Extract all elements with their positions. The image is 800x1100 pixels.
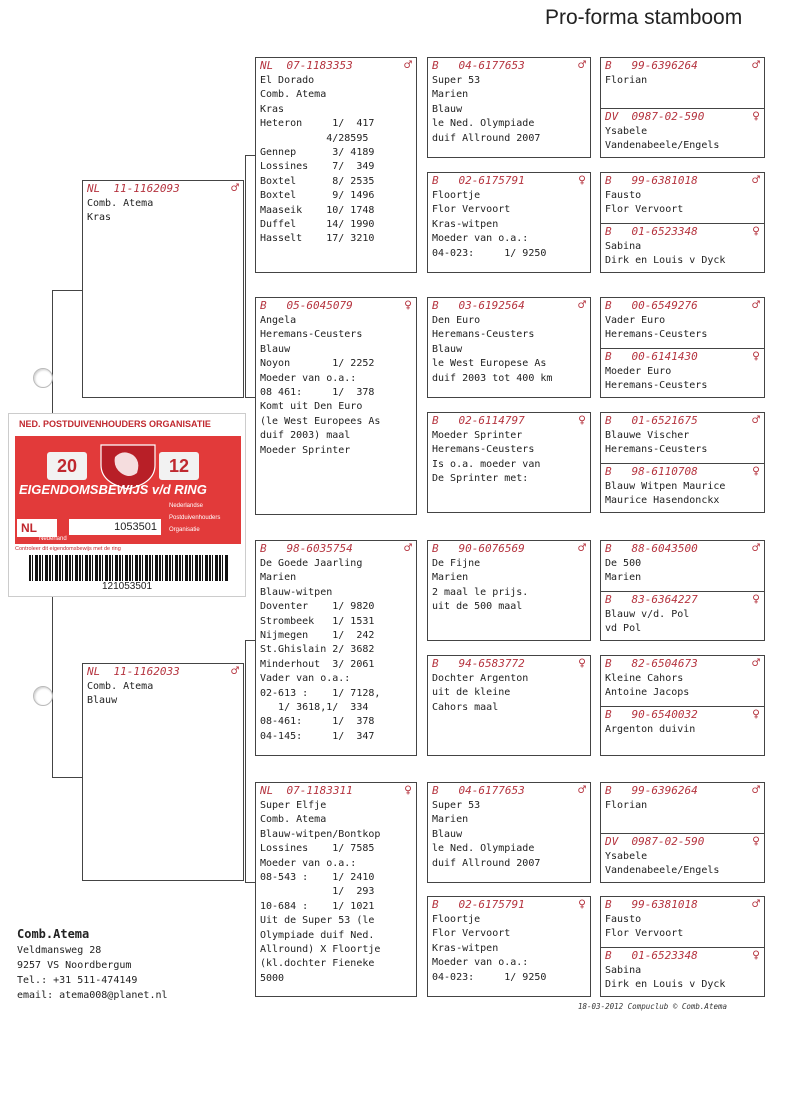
ancestor-pair-box (600, 896, 765, 997)
bird-info-line: Argenton duivin (605, 724, 696, 735)
bird-info-line: Uit de Super 53 (le (260, 915, 375, 927)
sex-icon: ♂ (752, 58, 760, 73)
bird-info-line: Blauw-witpen/Bontkop (260, 828, 381, 840)
bird-info-line: St.Ghislain 2/ 3682 (260, 644, 375, 656)
bird-info-line: Marien (432, 89, 469, 101)
bird-header (601, 224, 764, 240)
bird-header (601, 298, 764, 314)
ring-id: B 83-6364227 (605, 593, 698, 606)
bird-header (601, 58, 764, 74)
bird-info-line: duif 2003 tot 400 km (432, 372, 553, 384)
bird-info-line: Doventer 1/ 9820 (260, 601, 375, 613)
ancestor-dam (601, 348, 764, 394)
bird-header (601, 541, 764, 557)
ring-card-year-left: 20 (47, 452, 87, 480)
bird-info-line: Ysabele (605, 851, 648, 862)
bird-info-line: Lossines 1/ 7585 (260, 843, 375, 855)
ring-id: DV 0987-02-590 (605, 110, 705, 123)
bird-info-line: 2 maal le prijs. (432, 586, 529, 598)
ring-id: B 03-6192564 (432, 299, 525, 312)
bird-info-line: Minderhout 3/ 2061 (260, 658, 375, 670)
great-grandparent-box (427, 782, 591, 883)
ring-id: B 88-6043500 (605, 542, 698, 555)
sex-icon: ♂ (578, 298, 586, 313)
bird-info-line: Moeder van o.a.: (260, 372, 357, 384)
great-grandparent-box (427, 540, 591, 641)
ring-id: B 82-6504673 (605, 657, 698, 670)
bird-info-line: Blauw v/d. Pol (605, 609, 690, 620)
bird-info-line: Heremans-Ceusters (605, 444, 708, 456)
bird-info-line: 1/ 3618,1/ 334 (260, 702, 369, 714)
punch-hole (33, 368, 53, 388)
ring-id: B 02-6175791 (432, 898, 525, 911)
ancestor-sire (601, 173, 764, 223)
bird-info-line: Comb. Atema (87, 681, 154, 692)
ring-id: B 99-6381018 (605, 898, 698, 911)
bird-info-line: 04-023: 1/ 9250 (432, 971, 547, 983)
telephone: Tel.: +31 511-474149 (17, 975, 138, 986)
bird-header (428, 173, 590, 189)
ring-id: B 99-6396264 (605, 59, 698, 72)
bird-info-line: Marien (432, 814, 469, 826)
sex-icon: ♂ (752, 173, 760, 188)
ring-id: B 90-6540032 (605, 708, 698, 721)
ancestor-dam (601, 833, 764, 879)
bird-info-line: Moeder van o.a.: (260, 857, 357, 869)
bird-info-line: Heremans-Ceusters (605, 329, 708, 341)
bird-header (601, 173, 764, 189)
ring-id: B 94-6583772 (432, 657, 525, 670)
bird-info-line: Floortje (432, 190, 481, 201)
bird-info-line: Super 53 (432, 75, 481, 86)
bird-header (601, 948, 764, 964)
bird-info-line: Sabina (605, 241, 642, 252)
bird-info-line: le West Europese As (432, 358, 547, 370)
ring-id: B 00-6549276 (605, 299, 698, 312)
bird-info-line: Heremans-Ceusters (605, 380, 708, 392)
bird-header (601, 783, 764, 799)
bird-info-line: Moeder van o.a.: (432, 233, 529, 245)
bird-info-line: Super 53 (432, 800, 481, 811)
bird-info-line: Maaseik 10/ 1748 (260, 204, 375, 216)
bird-info-line: Allround) X Floortje (260, 944, 381, 956)
ring-card-number: 1053501 (69, 519, 161, 535)
ancestor-sire (601, 783, 764, 833)
bird-header (601, 707, 764, 723)
ancestor-pair-box (600, 172, 765, 273)
barcode (29, 555, 229, 581)
ring-ownership-card (8, 413, 246, 597)
bird-info-line: Gennep 3/ 4189 (260, 147, 375, 159)
bird-header (428, 656, 590, 672)
bird-header (601, 897, 764, 913)
bird-header (256, 541, 416, 557)
bird-header (428, 298, 590, 314)
ring-id: B 99-6396264 (605, 784, 698, 797)
bird-info-line: 10-684 : 1/ 1021 (260, 900, 375, 912)
sex-icon: ♂ (404, 541, 412, 556)
bird-header (601, 592, 764, 608)
bird-info-line: vd Pol (605, 623, 642, 635)
bird-info-line: Comb. Atema (260, 814, 327, 826)
bird-info-line: Moeder Euro (605, 366, 672, 377)
great-grandparent-box (427, 297, 591, 398)
bird-info-line: 02-613 : 1/ 7128, (260, 687, 381, 699)
sex-icon: ♀ (752, 349, 760, 364)
bird-info-line: Moeder Sprinter (260, 444, 351, 456)
bird-header (428, 413, 590, 429)
ring-id: B 99-6381018 (605, 174, 698, 187)
great-grandparent-box (427, 655, 591, 756)
bird-info-line: Comb. Atema (260, 89, 327, 101)
ring-id: B 01-6521675 (605, 414, 698, 427)
sex-icon: ♂ (578, 58, 586, 73)
ancestor-sire (601, 541, 764, 591)
bird-info-line: Florian (605, 75, 648, 86)
bird-info-line: 4/28595 (260, 132, 369, 144)
bird-info-line: le Ned. Olympiade (432, 118, 535, 130)
bird-info-line: Blauw (432, 828, 463, 840)
page-title: Pro-forma stamboom (545, 6, 743, 29)
bird-info-line: duif Allround 2007 (432, 132, 541, 144)
bird-info-line: Fausto (605, 190, 642, 201)
bird-header (601, 464, 764, 480)
bird-info-line: Boxtel 9/ 1496 (260, 190, 375, 202)
sex-icon: ♀ (752, 224, 760, 239)
bird-info-line: Moeder Sprinter (432, 430, 523, 441)
bird-info-line: Is o.a. moeder van (432, 458, 541, 470)
bird-info-line: Marien (260, 572, 297, 584)
bird-info-line: Sabina (605, 965, 642, 976)
bird-info-line: Maurice Hasendonckx (605, 495, 720, 507)
bird-info-line: 1/ 293 (260, 886, 375, 898)
ancestor-pair-box (600, 655, 765, 756)
bird-info-line: Blauwe Vischer (605, 430, 690, 441)
ring-id: B 04-6177653 (432, 784, 525, 797)
ancestor-dam (601, 706, 764, 737)
bird-info-line: Marien (605, 572, 642, 584)
sex-icon: ♀ (752, 109, 760, 124)
bird-info-line: Vandenabeele/Engels (605, 140, 720, 152)
ancestor-sire (601, 897, 764, 947)
bird-info-line: Kleine Cahors (605, 673, 684, 684)
bird-info-line: Blauw (260, 343, 291, 355)
bird-info-line: De Goede Jaarling (260, 558, 363, 569)
bird-info-line: 04-023: 1/ 9250 (432, 247, 547, 259)
great-grandparent-box (427, 412, 591, 513)
ancestor-sire (601, 58, 764, 108)
bird-info-line: Cahors maal (432, 701, 499, 713)
bird-info-line: Floortje (432, 914, 481, 925)
ring-id: B 04-6177653 (432, 59, 525, 72)
bird-info-line: Blauw Witpen Maurice (605, 481, 726, 492)
ring-card-org: NED. POSTDUIVENHOUDERS ORGANISATIE (9, 414, 245, 431)
bird-header (601, 834, 764, 850)
sex-icon: ♀ (752, 592, 760, 607)
ancestor-dam (601, 591, 764, 637)
bird-info-line: Flor Vervoort (605, 928, 684, 940)
ring-card-npo: Nederlandse Postduivenhouders Organisatie (169, 503, 221, 533)
bird-info-line: Kras (87, 212, 112, 224)
bird-info-line: le Ned. Olympiade (432, 843, 535, 855)
bird-info-line: Heremans-Ceusters (260, 329, 363, 341)
ancestor-dam (601, 947, 764, 993)
bird-info-line: Heremans-Ceusters (432, 329, 535, 341)
bird-header (601, 413, 764, 429)
sex-icon: ♀ (578, 173, 586, 188)
bird-info-line: Flor Vervoort (432, 204, 511, 216)
ancestor-pair-box (600, 297, 765, 398)
grandparent-box (255, 57, 417, 273)
ancestor-pair-box (600, 782, 765, 883)
bird-info-line: Fausto (605, 914, 642, 925)
ring-id: B 98-6035754 (260, 542, 353, 555)
bird-info-line: Moeder van o.a.: (432, 957, 529, 969)
sex-icon: ♂ (231, 181, 239, 196)
bird-info-line: Duffel 14/ 1990 (260, 219, 375, 231)
bird-info-line: Comb. Atema (87, 198, 154, 209)
bird-info-line: Kras-witpen (432, 218, 499, 230)
ancestor-sire (601, 413, 764, 463)
bird-info-line: Florian (605, 800, 648, 811)
parent-box (82, 180, 244, 398)
sex-icon: ♀ (578, 413, 586, 428)
bird-info-line: duif Allround 2007 (432, 857, 541, 869)
ring-id: B 00-6141430 (605, 350, 698, 363)
ancestor-pair-box (600, 57, 765, 158)
company-name: Comb.Atema (17, 927, 90, 941)
sex-icon: ♀ (752, 948, 760, 963)
bird-info-line: 08 461: 1/ 378 (260, 387, 375, 399)
breeder-contact (17, 925, 168, 1003)
bird-info-line: De Fijne (432, 558, 481, 569)
bird-info-line: Heteron 1/ 417 (260, 118, 375, 130)
bird-info-line: Strombeek 1/ 1531 (260, 615, 375, 627)
sex-icon: ♂ (578, 783, 586, 798)
bird-info-line: El Dorado (260, 75, 315, 86)
bird-info-line: Blauw (87, 695, 118, 707)
bird-header (256, 58, 416, 74)
bird-info-line: Komt uit Den Euro (260, 401, 363, 413)
bird-info-line: Blauw (432, 103, 463, 115)
sex-icon: ♂ (752, 897, 760, 912)
email: email: atema008@planet.nl (17, 990, 168, 1001)
ring-id: B 01-6523348 (605, 225, 698, 238)
sex-icon: ♂ (752, 413, 760, 428)
ancestor-dam (601, 223, 764, 269)
print-stamp: 18-03-2012 Compuclub © Comb.Atema (578, 1002, 728, 1011)
bird-info-line: uit de kleine (432, 687, 511, 699)
bird-info-line: Flor Vervoort (432, 928, 511, 940)
bird-info-line: 08-543 : 1/ 2410 (260, 872, 375, 884)
bird-header (601, 349, 764, 365)
bird-info-line: (kl.dochter Fieneke (260, 958, 375, 970)
bird-info-line: Den Euro (432, 315, 481, 326)
bird-info-line: De 500 (605, 558, 642, 569)
bird-info-line: Dirk en Louis v Dyck (605, 979, 726, 991)
ring-id: B 02-6175791 (432, 174, 525, 187)
sex-icon: ♂ (752, 656, 760, 671)
bird-header (601, 656, 764, 672)
great-grandparent-box (427, 172, 591, 273)
grandparent-box (255, 782, 417, 997)
ring-id: B 90-6076569 (432, 542, 525, 555)
bird-header (256, 783, 416, 799)
ring-id: B 98-6110708 (605, 465, 698, 478)
sex-icon: ♀ (752, 464, 760, 479)
bird-info-line: Vader Euro (605, 315, 666, 326)
bird-info-line: duif 2003) maal (260, 430, 351, 442)
ancestor-sire (601, 656, 764, 706)
bird-info-line: Boxtel 8/ 2535 (260, 175, 375, 187)
bird-info-line: Marien (432, 572, 469, 584)
bird-info-line: 08-461: 1/ 378 (260, 716, 375, 728)
bird-info-line: Vandenabeele/Engels (605, 865, 720, 877)
bird-info-line: Hasselt 17/ 3210 (260, 233, 375, 245)
bird-header (83, 664, 243, 680)
sex-icon: ♂ (404, 58, 412, 73)
sex-icon: ♀ (404, 783, 412, 798)
ancestor-dam (601, 108, 764, 154)
bird-info-line: Dochter Argenton (432, 673, 529, 684)
ancestor-dam (601, 463, 764, 509)
ancestor-pair-box (600, 412, 765, 513)
ring-id: NL 11-1162093 (87, 182, 180, 195)
bird-info-line: Ysabele (605, 126, 648, 137)
bird-header (256, 298, 416, 314)
ancestor-sire (601, 298, 764, 348)
bird-info-line: Nijmegen 1/ 242 (260, 630, 375, 642)
ancestor-pair-box (600, 540, 765, 641)
sex-icon: ♀ (752, 834, 760, 849)
sex-icon: ♀ (404, 298, 412, 313)
parent-box (82, 663, 244, 881)
bird-info-line: 04-145: 1/ 347 (260, 730, 375, 742)
sex-icon: ♂ (578, 541, 586, 556)
bird-info-line: 5000 (260, 972, 285, 984)
sex-icon: ♂ (752, 298, 760, 313)
ring-id: NL 11-1162033 (87, 665, 180, 678)
bird-header (428, 897, 590, 913)
grandparent-box (255, 297, 417, 515)
ring-id: B 01-6523348 (605, 949, 698, 962)
ring-id: NL 07-1183353 (260, 59, 353, 72)
bird-info-line: Kras-witpen (432, 942, 499, 954)
address: Veldmansweg 28 (17, 945, 102, 956)
bird-header (428, 783, 590, 799)
bird-info-line: uit de 500 maal (432, 601, 523, 613)
bird-info-line: Super Elfje (260, 800, 327, 811)
great-grandparent-box (427, 896, 591, 997)
bird-header (601, 109, 764, 125)
great-grandparent-box (427, 57, 591, 158)
bird-info-line: Blauw-witpen (260, 586, 333, 598)
bird-info-line: Kras (260, 103, 285, 115)
bird-info-line: De Sprinter met: (432, 473, 529, 485)
barcode-number: 121053501 (101, 581, 153, 592)
bird-header (83, 181, 243, 197)
ring-id: DV 0987-02-590 (605, 835, 705, 848)
bird-info-line: Vader van o.a.: (260, 673, 351, 685)
bird-info-line: (le West Europees As (260, 415, 381, 427)
bird-info-line: Angela (260, 315, 297, 326)
ring-card-country: Nederland (39, 536, 67, 542)
city: 9257 VS Noordbergum (17, 960, 132, 971)
bird-info-line: Olympiade duif Ned. (260, 929, 375, 941)
sex-icon: ♀ (578, 897, 586, 912)
sex-icon: ♂ (752, 541, 760, 556)
bird-info-line: Antoine Jacops (605, 687, 690, 699)
ring-card-country-code: NL (17, 519, 57, 537)
bird-info-line: Flor Vervoort (605, 204, 684, 216)
ring-id: NL 07-1183311 (260, 784, 353, 797)
ring-card-title: EIGENDOMSBEWIJS v/d RING (19, 482, 207, 497)
bird-info-line: Noyon 1/ 2252 (260, 358, 375, 370)
sex-icon: ♀ (578, 656, 586, 671)
bird-info-line: Blauw (432, 343, 463, 355)
grandparent-box (255, 540, 417, 756)
bird-info-line: Dirk en Louis v Dyck (605, 255, 726, 267)
ring-id: B 02-6114797 (432, 414, 525, 427)
sex-icon: ♀ (752, 707, 760, 722)
bird-header (428, 58, 590, 74)
sex-icon: ♂ (231, 664, 239, 679)
bird-info-line: Lossines 7/ 349 (260, 161, 375, 173)
ring-card-control-text: Controleer dit eigendomsbewijs met de ring (15, 546, 121, 552)
bird-info-line: Heremans-Ceusters (432, 444, 535, 456)
sex-icon: ♂ (752, 783, 760, 798)
ring-card-year-right: 12 (159, 452, 199, 480)
bird-header (428, 541, 590, 557)
ring-id: B 05-6045079 (260, 299, 353, 312)
punch-hole (33, 686, 53, 706)
